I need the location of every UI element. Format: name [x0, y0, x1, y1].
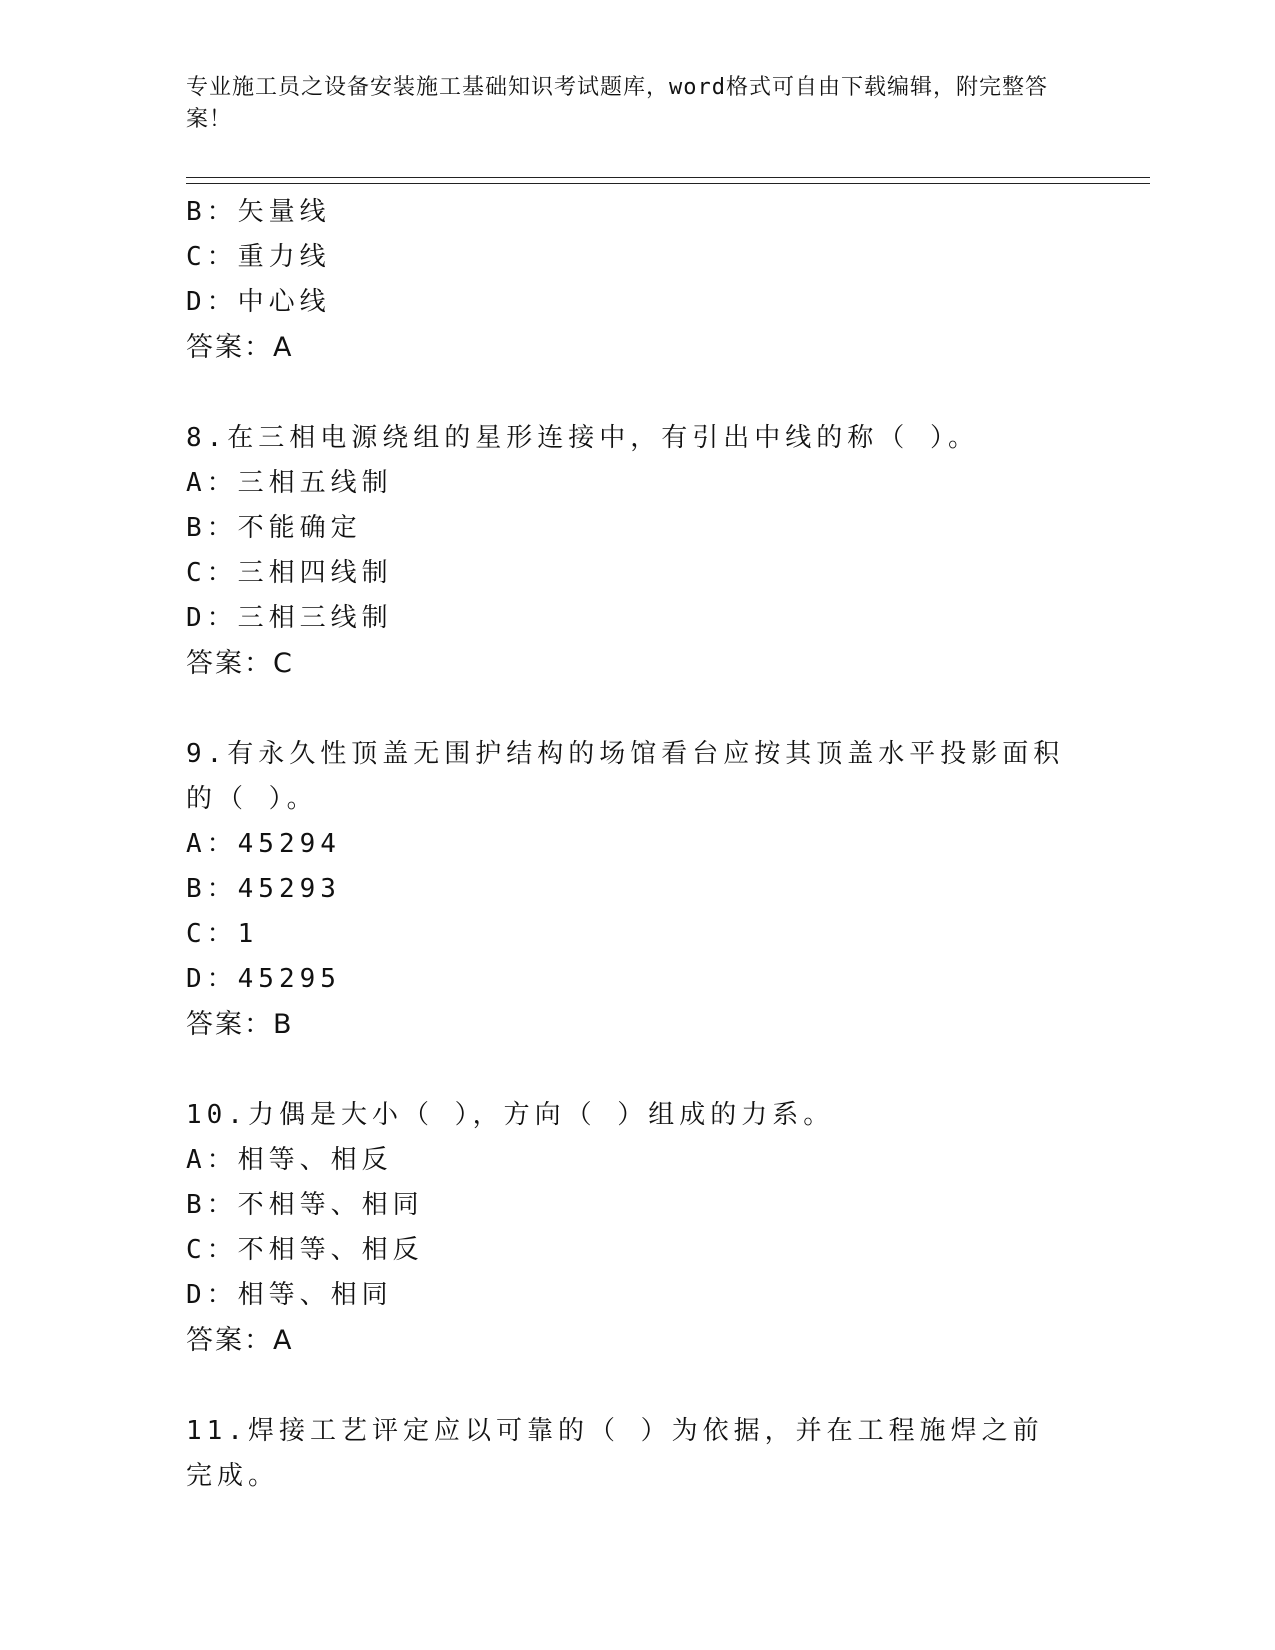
question-text: 9.有永久性顶盖无围护结构的场馆看台应按其顶盖水平投影面积的（ ）。 — [186, 739, 1065, 814]
answer: 答案：A — [186, 1325, 294, 1356]
spacer — [186, 1047, 1086, 1093]
option-b: B：矢量线 — [186, 197, 331, 227]
option-d: D：三相三线制 — [186, 603, 393, 633]
option-a: A：45294 — [186, 829, 341, 859]
option-c: C：1 — [186, 919, 259, 949]
document-header: 专业施工员之设备安装施工基础知识考试题库，word格式可自由下载编辑，附完整答案！ — [186, 75, 1048, 132]
option-d: D：相等、相同 — [186, 1280, 393, 1310]
question-text: 11.焊接工艺评定应以可靠的（ ）为依据，并在工程施焊之前完成。 — [186, 1416, 1044, 1491]
option-d: D：中心线 — [186, 287, 331, 317]
option-b: B：不能确定 — [186, 513, 362, 543]
spacer — [186, 686, 1086, 732]
option-d: D：45295 — [186, 964, 341, 994]
question-block-7 — [186, 190, 1086, 370]
option-b: B：不相等、相同 — [186, 1190, 424, 1220]
header-divider-top — [186, 177, 1150, 178]
option-c: C：重力线 — [186, 242, 331, 272]
answer: 答案：A — [186, 332, 294, 363]
answer: 答案：B — [186, 1009, 294, 1040]
spacer — [186, 370, 1086, 416]
question-text: 8.在三相电源绕组的星形连接中，有引出中线的称（ ）。 — [186, 423, 979, 453]
header-divider-bottom — [186, 183, 1150, 184]
question-block-9 — [186, 732, 1086, 1047]
spacer — [186, 1363, 1086, 1409]
option-c: C：不相等、相反 — [186, 1235, 424, 1265]
question-block-8 — [186, 416, 1086, 686]
question-block-10 — [186, 1093, 1086, 1363]
answer: 答案：C — [186, 648, 294, 679]
option-b: B：45293 — [186, 874, 341, 904]
option-a: A：相等、相反 — [186, 1145, 393, 1175]
question-list — [186, 190, 1086, 1499]
option-a: A：三相五线制 — [186, 468, 393, 498]
question-block-11 — [186, 1409, 1086, 1499]
option-c: C：三相四线制 — [186, 558, 393, 588]
question-text: 10.力偶是大小（ ），方向（ ）组成的力系。 — [186, 1100, 835, 1130]
